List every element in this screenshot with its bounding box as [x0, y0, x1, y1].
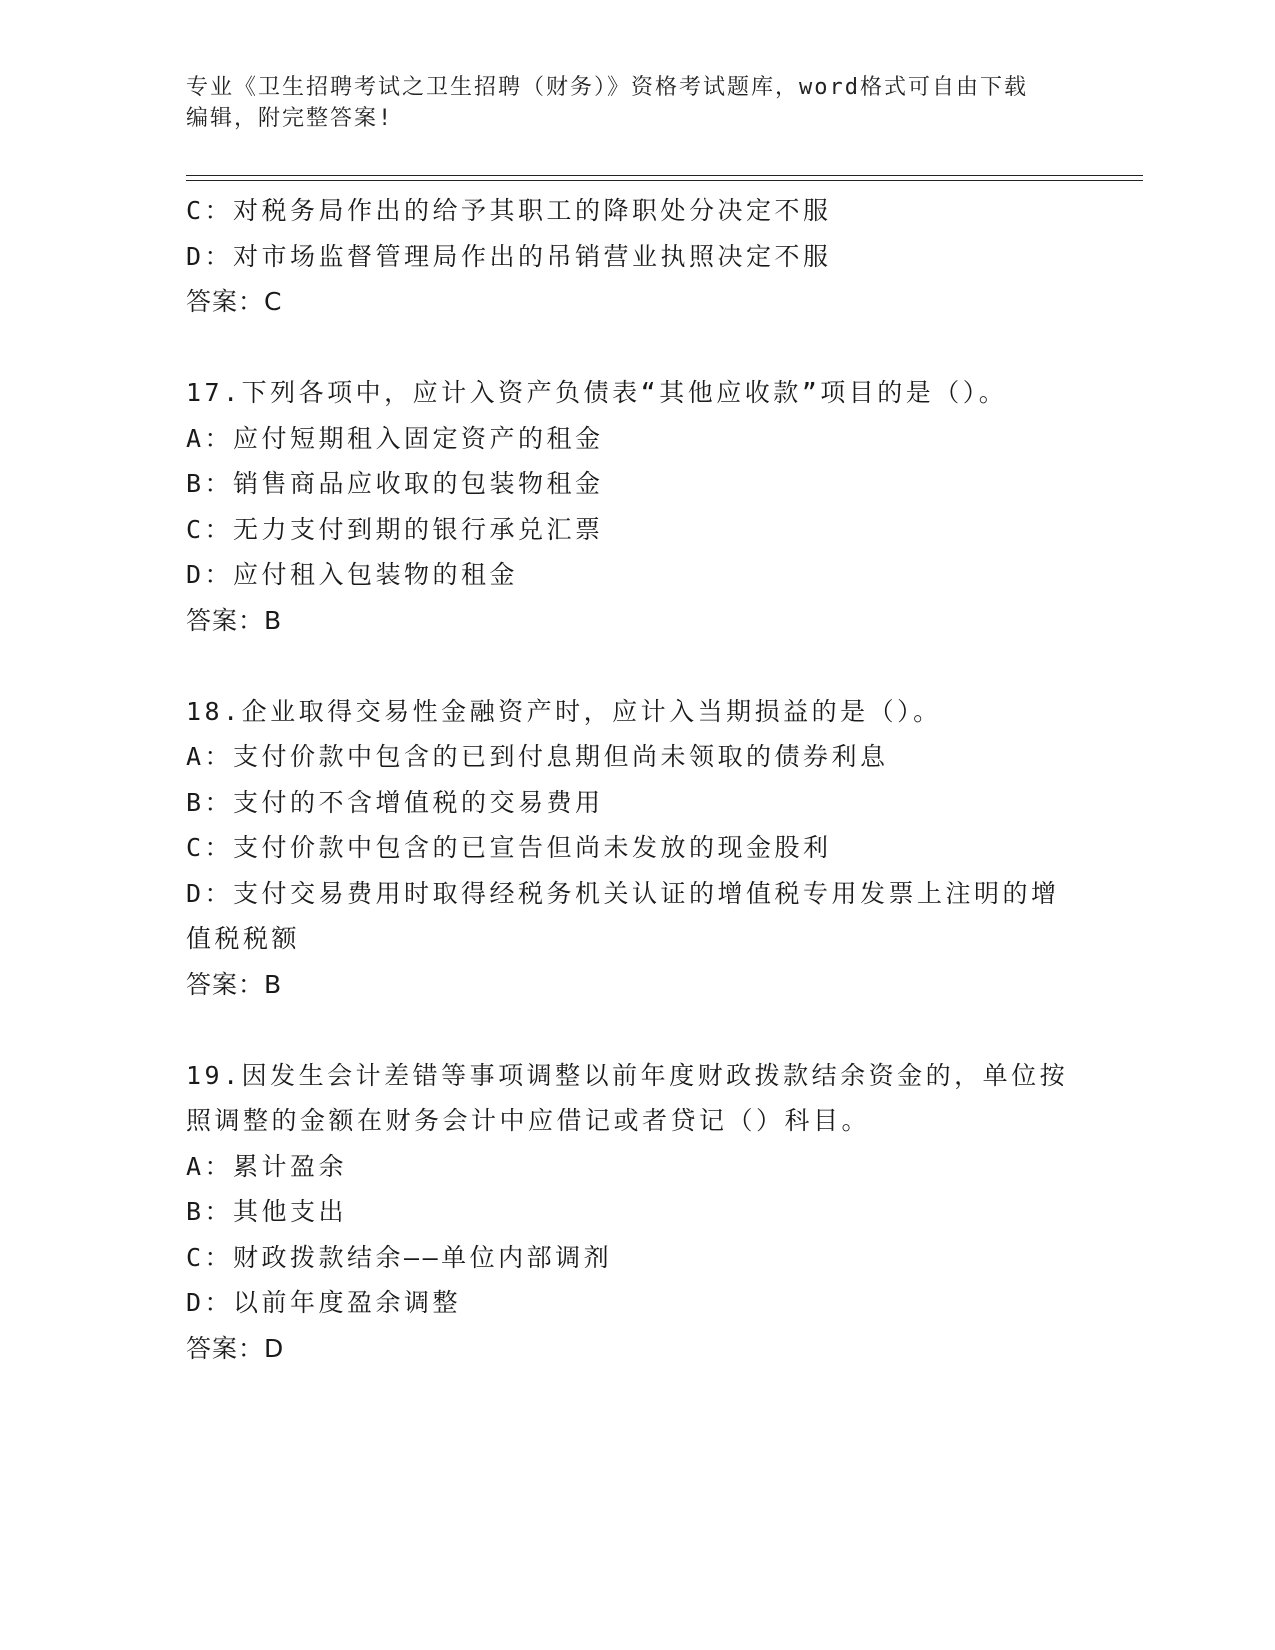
header-divider-bottom: [186, 180, 1143, 181]
option-b: B：其他支出: [186, 1197, 348, 1226]
header-divider-top: [186, 175, 1143, 176]
document-header: [186, 72, 1066, 134]
answer-line: 答案：C: [186, 287, 283, 316]
question-stem: 17.下列各项中，应计入资产负债表“其他应收款”项目的是（）。: [186, 378, 1008, 407]
header-line-1: 专业《卫生招聘考试之卫生招聘（财务）》资格考试题库，word格式可自由下载: [186, 75, 1028, 100]
option-c: C：对税务局作出的给予其职工的降职处分决定不服: [186, 196, 832, 225]
option-d-continued: 值税税额: [186, 924, 301, 953]
option-a: A：支付价款中包含的已到付息期但尚未领取的债券利息: [186, 742, 889, 771]
question-list: [186, 188, 1086, 1371]
question-18: [186, 689, 1086, 1008]
question-17: [186, 370, 1086, 643]
answer-line: 答案：B: [186, 969, 283, 999]
continued-question: [186, 188, 1086, 325]
option-c: C：无力支付到期的银行承兑汇票: [186, 514, 604, 544]
option-c: C：财政拨款结余——单位内部调剂: [186, 1242, 613, 1272]
question-stem-continued: 照调整的金额在财务会计中应借记或者贷记（）科目。: [186, 1106, 871, 1135]
option-d: D：支付交易费用时取得经税务机关认证的增值税专用发票上注明的增: [186, 878, 1060, 908]
option-c: C：支付价款中包含的已宣告但尚未发放的现金股利: [186, 833, 832, 862]
header-line-2: 编辑，附完整答案!: [186, 106, 394, 131]
option-d: D：以前年度盈余调整: [186, 1288, 462, 1317]
option-d: D：应付租入包装物的租金: [186, 560, 519, 589]
question-stem: 19.因发生会计差错等事项调整以前年度财政拨款结余资金的，单位按: [186, 1060, 1069, 1090]
option-b: B：支付的不含增值税的交易费用: [186, 787, 604, 817]
spacer: [186, 325, 1086, 371]
option-a: A：应付短期租入固定资产的租金: [186, 423, 604, 453]
answer-line: 答案：D: [186, 1333, 285, 1363]
question-19: [186, 1053, 1086, 1372]
option-d: D：对市场监督管理局作出的吊销营业执照决定不服: [186, 241, 832, 271]
question-stem: 18.企业取得交易性金融资产时，应计入当期损益的是（）。: [186, 696, 942, 726]
option-a: A：累计盈余: [186, 1151, 348, 1181]
spacer: [186, 1007, 1086, 1053]
answer-line: 答案：B: [186, 605, 283, 635]
spacer: [186, 643, 1086, 689]
option-b: B：销售商品应收取的包装物租金: [186, 469, 604, 498]
